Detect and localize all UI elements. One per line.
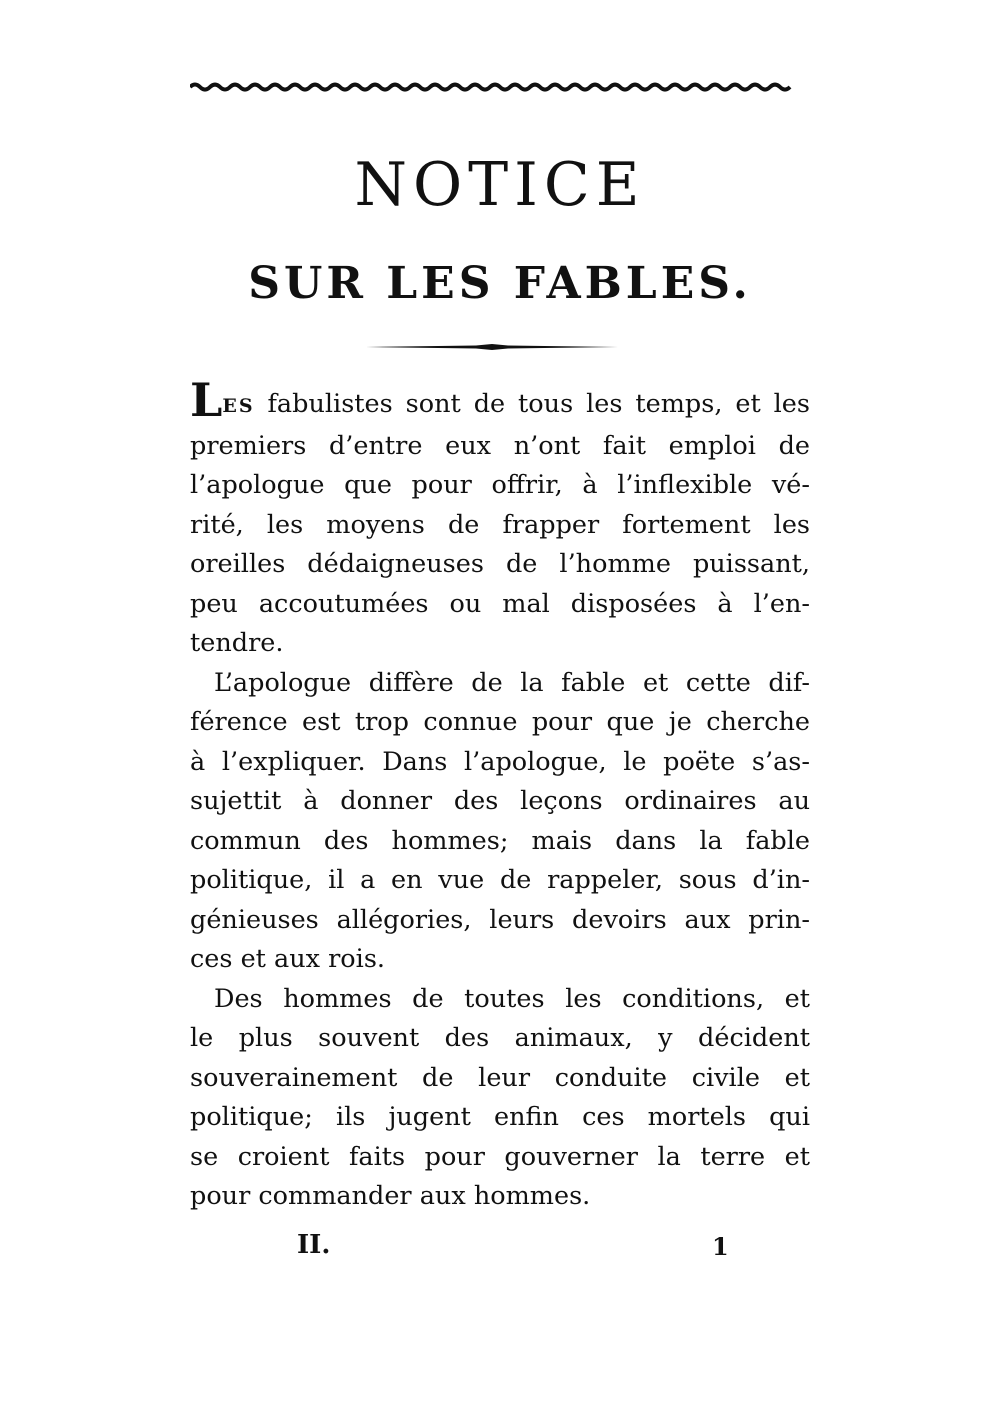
- text-line: peu accoutumées ou mal disposées à l’en-: [190, 588, 810, 619]
- text-line: Des hommes de toutes les conditions, et: [214, 983, 810, 1014]
- text-line: politique; ils jugent enfin ces mortels qui: [190, 1102, 810, 1132]
- text-line: tendre.: [190, 628, 284, 658]
- text-line: l’apologue que pour offrir, à l’inflexible vé-: [190, 470, 810, 500]
- page-number: 1: [712, 1232, 729, 1261]
- text-line: rité, les moyens de frapper fortement les: [190, 509, 810, 540]
- text-line: pour commander aux hommes.: [190, 1181, 591, 1211]
- text-line: à l’expliquer. Dans l’apologue, le poëte s’as-: [190, 746, 810, 777]
- page-subtitle: SUR LES FABLES.: [248, 258, 752, 309]
- page-title: NOTICE: [354, 150, 646, 220]
- text-line: génieuses allégories, leurs devoirs aux prin-: [190, 904, 810, 935]
- text-line: [190, 373, 810, 427]
- text-line: sujettit à donner des leçons ordinaires au: [190, 786, 810, 816]
- line-text: fabulistes sont de tous les temps, et les: [254, 389, 810, 419]
- text-line: politique, il a en vue de rappeler, sous d’in-: [190, 865, 810, 895]
- paragraph-2: [190, 664, 810, 980]
- text-line: commun des hommes; mais dans la fable: [190, 825, 810, 856]
- signature-mark: II.: [297, 1230, 331, 1260]
- paragraph-3: [190, 980, 810, 1217]
- drop-cap: L: [190, 373, 223, 427]
- text-line: se croient faits pour gouverner la terre et: [190, 1141, 810, 1172]
- text-line: férence est trop connue pour que je cherche: [190, 707, 810, 737]
- text-line: le plus souvent des animaux, y décident: [190, 1023, 810, 1053]
- header-ornament: [190, 80, 795, 94]
- text-line: souverainement de leur conduite civile et: [190, 1062, 810, 1093]
- title-divider-rule: [366, 344, 618, 350]
- text-line: premiers d’entre eux n’ont fait emploi de: [190, 430, 810, 461]
- text-line: L’apologue diffère de la fable et cette dif-: [214, 667, 810, 698]
- small-caps: ES: [222, 395, 255, 417]
- text-line: oreilles dédaigneuses de l’homme puissant,: [190, 549, 810, 579]
- text-line: ces et aux rois.: [190, 944, 386, 974]
- paragraph-1: [190, 373, 810, 664]
- body-text: [190, 373, 810, 1217]
